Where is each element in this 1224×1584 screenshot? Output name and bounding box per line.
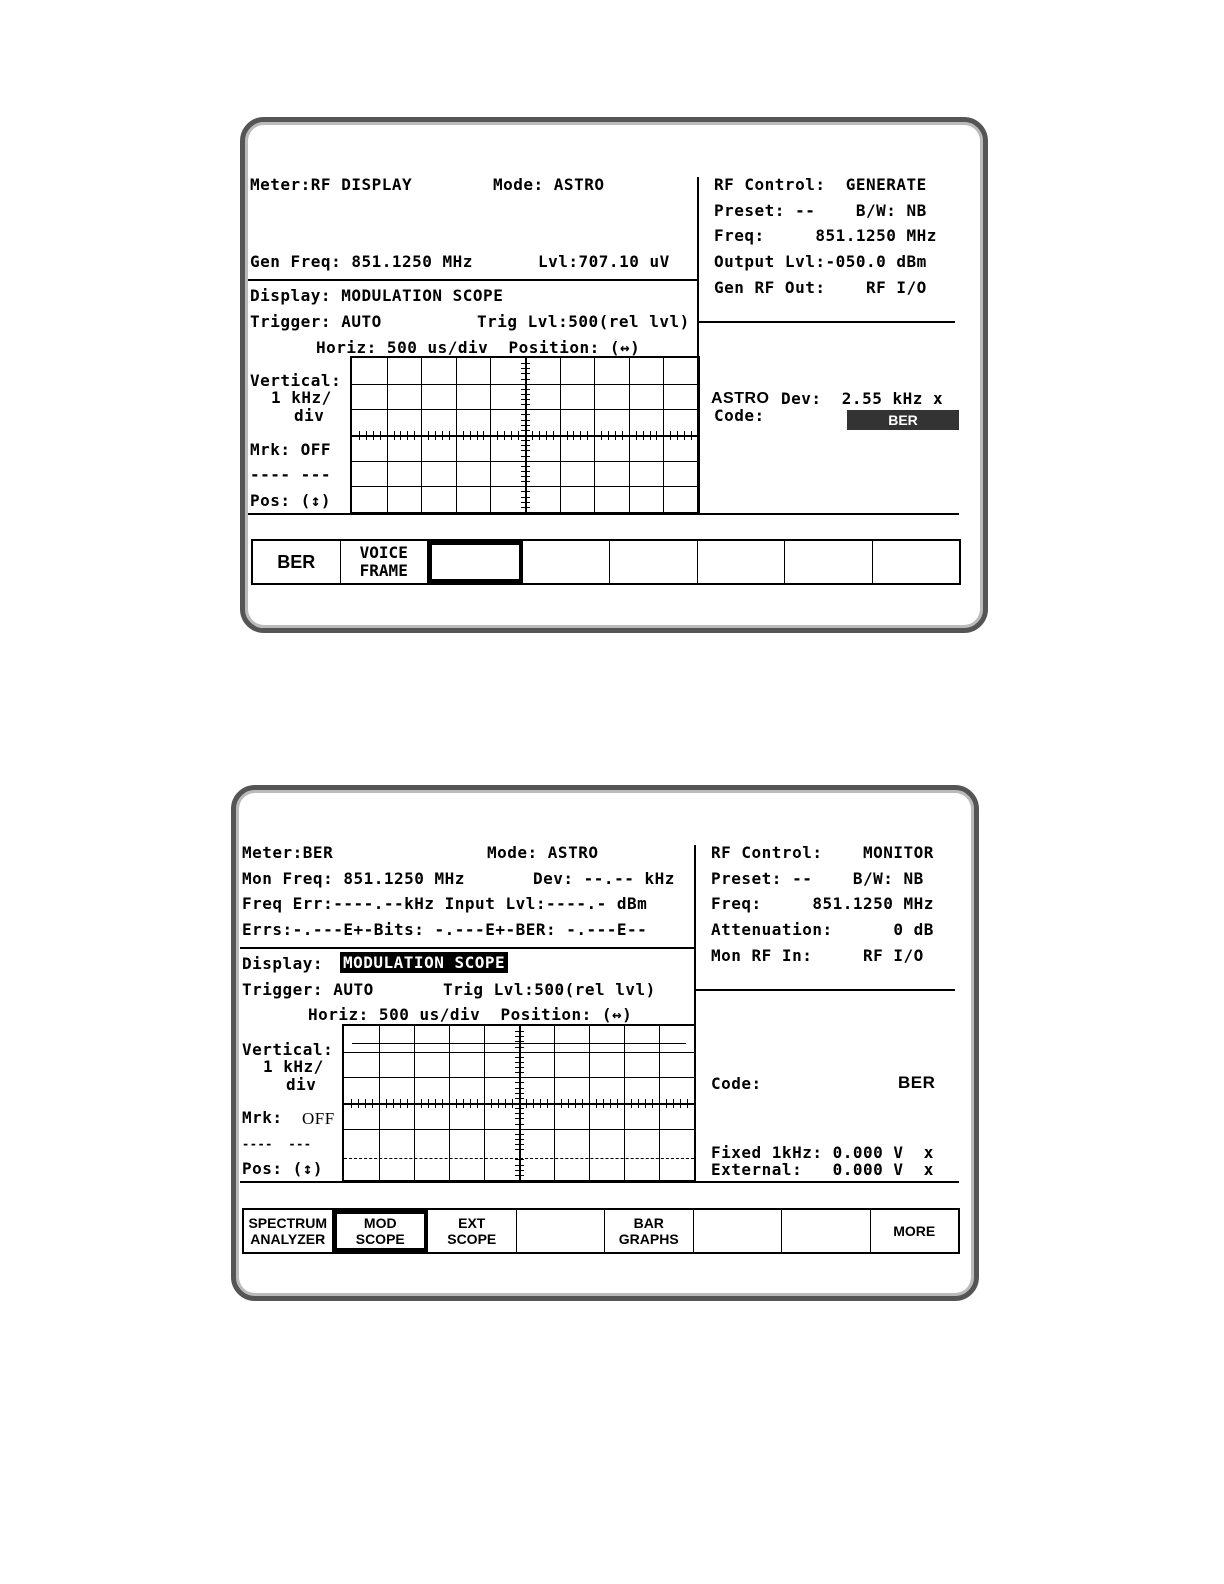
- graticule-line: [344, 1103, 694, 1105]
- trigger-setting[interactable]: Trigger: AUTO: [242, 980, 374, 999]
- fixed-1khz-readout: Fixed 1kHz: 0.000 V x: [711, 1143, 934, 1162]
- graticule-tick: [373, 431, 374, 440]
- graticule-tick: [521, 466, 530, 467]
- graticule-tick: [394, 431, 395, 440]
- graticule-tick: [515, 1067, 524, 1068]
- graticule-tick: [515, 1144, 524, 1145]
- graticule-tick: [643, 431, 644, 440]
- trigger-level[interactable]: Trig Lvl:500(rel lvl): [443, 980, 656, 999]
- graticule-tick: [650, 431, 651, 440]
- graticule-tick: [573, 431, 574, 440]
- graticule-tick: [386, 1099, 387, 1108]
- rf-preset[interactable]: Preset: -- B/W: NB: [714, 201, 927, 220]
- graticule-tick: [477, 1099, 478, 1108]
- graticule-tick: [610, 1099, 611, 1108]
- graticule-tick: [670, 431, 671, 440]
- marker-readout: ---- ---: [250, 465, 332, 484]
- graticule-tick: [540, 1099, 541, 1108]
- marker-readout: ---- ---: [242, 1137, 312, 1151]
- graticule-tick: [400, 1099, 401, 1108]
- graticule-tick: [515, 1098, 524, 1099]
- graticule-tick: [366, 431, 367, 440]
- graticule-tick: [684, 431, 685, 440]
- graticule-tick: [656, 431, 657, 440]
- softkey-bar: [242, 1208, 960, 1254]
- display-setting[interactable]: [340, 955, 508, 971]
- softkey-8[interactable]: MORE: [893, 1222, 936, 1239]
- graticule-tick: [515, 1062, 524, 1063]
- graticule-tick: [515, 1118, 524, 1119]
- softkey-bar: [251, 539, 961, 585]
- graticule-tick: [483, 431, 484, 440]
- graticule-tick: [608, 431, 609, 440]
- marker-setting[interactable]: Mrk: OFF: [250, 440, 332, 459]
- softkey-5[interactable]: BAR GRAPHS: [605, 1210, 694, 1252]
- meter-label: Meter:BER: [242, 843, 334, 862]
- graticule-tick: [515, 1036, 524, 1037]
- graticule-tick: [666, 1099, 667, 1108]
- graticule-tick: [407, 431, 408, 440]
- graticule-tick: [521, 497, 530, 498]
- meter-label: Meter:RF DISPLAY: [250, 175, 413, 194]
- position-setting[interactable]: Pos: (↕): [250, 491, 332, 510]
- graticule-tick: [652, 1099, 653, 1108]
- divider: [699, 321, 955, 323]
- graticule-tick: [414, 431, 415, 440]
- graticule-tick: [521, 445, 530, 446]
- graticule-tick: [428, 431, 429, 440]
- graticule-tick: [515, 1134, 524, 1135]
- graticule-tick: [673, 1099, 674, 1108]
- rf-gen-out[interactable]: Gen RF Out: RF I/O: [714, 278, 927, 297]
- graticule-tick: [617, 1099, 618, 1108]
- scope-graticule: [342, 1024, 696, 1182]
- graticule-tick: [533, 1099, 534, 1108]
- graticule-tick: [380, 431, 381, 440]
- graticule-tick: [521, 420, 530, 421]
- graticule-tick: [358, 1099, 359, 1108]
- rf-freq[interactable]: Freq: 851.1250 MHz: [711, 894, 934, 913]
- divider: [248, 513, 959, 515]
- graticule-tick: [568, 1099, 569, 1108]
- graticule-tick: [515, 1093, 524, 1094]
- rf-freq[interactable]: Freq: 851.1250 MHz: [714, 226, 937, 245]
- graticule-tick: [456, 1099, 457, 1108]
- ber-readout: Errs:-.---E+-Bits: -.---E+-BER: -.---E--: [242, 920, 648, 939]
- divider: [248, 279, 698, 281]
- external-readout: External: 0.000 V x: [711, 1160, 934, 1179]
- graticule-tick: [622, 431, 623, 440]
- position-setting[interactable]: Pos: (↕): [242, 1159, 324, 1178]
- trigger-setting[interactable]: Trigger: AUTO: [250, 312, 382, 331]
- graticule-tick: [504, 431, 505, 440]
- graticule-tick: [518, 431, 519, 440]
- graticule-line: [352, 486, 698, 487]
- softkey-4[interactable]: [523, 541, 611, 583]
- graticule-tick: [421, 1099, 422, 1108]
- graticule-tick: [515, 1047, 524, 1048]
- graticule-tick: [546, 431, 547, 440]
- graticule-tick: [638, 1099, 639, 1108]
- marker-label: Mrk:: [242, 1108, 283, 1127]
- divider: [240, 1181, 959, 1183]
- graticule-tick: [539, 431, 540, 440]
- graticule-tick: [515, 1031, 524, 1032]
- divider: [696, 989, 955, 991]
- graticule-tick: [393, 1099, 394, 1108]
- vertical-scale[interactable]: 1 kHz/: [271, 388, 332, 407]
- graticule-tick: [491, 1099, 492, 1108]
- graticule-tick: [677, 431, 678, 440]
- graticule-line: [352, 461, 698, 462]
- scope-graticule: [350, 356, 700, 514]
- graticule-tick: [435, 1099, 436, 1108]
- softkey-8[interactable]: [873, 541, 960, 583]
- graticule-tick: [515, 1082, 524, 1083]
- softkey-7[interactable]: [782, 1210, 871, 1252]
- graticule-tick: [631, 1099, 632, 1108]
- graticule-tick: [521, 414, 530, 415]
- display-label: Display:: [242, 954, 324, 973]
- graticule-tick: [680, 1099, 681, 1108]
- graticule-tick: [567, 431, 568, 440]
- graticule-tick: [515, 1159, 524, 1160]
- graticule-tick: [400, 431, 401, 440]
- graticule-tick: [521, 373, 530, 374]
- astro-label: ASTRO: [711, 390, 770, 407]
- graticule-tick: [645, 1099, 646, 1108]
- graticule-tick: [515, 1175, 524, 1176]
- softkey-7[interactable]: [785, 541, 873, 583]
- rf-attenuation[interactable]: Attenuation: 0 dB: [711, 920, 934, 939]
- graticule-tick: [477, 431, 478, 440]
- softkey-2[interactable]: VOICE FRAME: [341, 541, 429, 583]
- mode-label: Mode: ASTRO: [487, 843, 599, 862]
- astro-deviation: Dev: 2.55 kHz x: [781, 389, 944, 408]
- graticule-tick: [521, 502, 530, 503]
- graticule-tick: [575, 1099, 576, 1108]
- graticule-tick: [359, 431, 360, 440]
- graticule-tick: [515, 1057, 524, 1058]
- graticule-tick: [372, 1099, 373, 1108]
- graticule-tick: [521, 440, 530, 441]
- rf-mon-in[interactable]: Mon RF In: RF I/O: [711, 946, 924, 965]
- graticule-tick: [561, 1099, 562, 1108]
- softkey-1[interactable]: BER: [253, 541, 341, 583]
- graticule-tick: [511, 431, 512, 440]
- divider: [240, 947, 695, 949]
- graticule-tick: [463, 1099, 464, 1108]
- code-value[interactable]: BER: [898, 1073, 936, 1092]
- graticule-tick: [521, 425, 530, 426]
- graticule-tick: [521, 368, 530, 369]
- display-setting[interactable]: Display: MODULATION SCOPE: [250, 286, 504, 305]
- graticule-tick: [497, 431, 498, 440]
- display-value[interactable]: MODULATION SCOPE: [340, 952, 508, 973]
- scope-trace: [352, 1043, 686, 1044]
- graticule-tick: [553, 431, 554, 440]
- graticule-tick: [351, 1099, 352, 1108]
- graticule-tick: [515, 1108, 524, 1109]
- graticule-tick: [596, 1099, 597, 1108]
- graticule-tick: [521, 379, 530, 380]
- graticule-tick: [521, 404, 530, 405]
- softkey-6[interactable]: [694, 1210, 783, 1252]
- softkey-1[interactable]: SPECTRUM ANALYZER: [244, 1210, 333, 1252]
- gen-level: Lvl:707.10 uV: [538, 252, 670, 271]
- freq-error-readout: Freq Err:----.--kHz Input Lvl:----.- dBm: [242, 894, 648, 913]
- softkey-6[interactable]: [698, 541, 786, 583]
- vertical-unit: div: [294, 406, 325, 425]
- graticule-tick: [435, 431, 436, 440]
- trigger-level[interactable]: Trig Lvl:500(rel lvl): [477, 312, 690, 331]
- graticule-line: [352, 384, 698, 385]
- graticule-line: [352, 409, 698, 410]
- graticule-tick: [515, 1149, 524, 1150]
- graticule-line: [352, 435, 698, 437]
- graticule-tick: [515, 1124, 524, 1125]
- graticule-tick: [521, 476, 530, 477]
- graticule-tick: [515, 1139, 524, 1140]
- graticule-tick: [521, 430, 530, 431]
- graticule-tick: [515, 1088, 524, 1089]
- graticule-tick: [521, 399, 530, 400]
- graticule-tick: [463, 431, 464, 440]
- graticule-tick: [521, 394, 530, 395]
- vertical-unit: div: [286, 1075, 317, 1094]
- graticule-tick: [512, 1099, 513, 1108]
- graticule-tick: [515, 1170, 524, 1171]
- graticule-tick: [547, 1099, 548, 1108]
- rf-control[interactable]: RF Control: MONITOR: [711, 843, 934, 862]
- graticule-tick: [428, 1099, 429, 1108]
- graticule-tick: [515, 1072, 524, 1073]
- code-label: Code:: [714, 406, 765, 425]
- graticule-tick: [470, 431, 471, 440]
- graticule-tick: [407, 1099, 408, 1108]
- rf-control[interactable]: RF Control: GENERATE: [714, 175, 927, 194]
- graticule-tick: [449, 431, 450, 440]
- graticule-line: [344, 1077, 694, 1078]
- graticule-tick: [521, 481, 530, 482]
- graticule-tick: [521, 450, 530, 451]
- graticule-tick: [442, 1099, 443, 1108]
- graticule-tick: [442, 431, 443, 440]
- softkey-2[interactable]: MOD SCOPE: [333, 1210, 429, 1252]
- graticule-tick: [532, 431, 533, 440]
- softkey-3[interactable]: EXT SCOPE: [428, 1210, 517, 1252]
- graticule-tick: [521, 363, 530, 364]
- graticule-tick: [498, 1099, 499, 1108]
- scope-trace: [344, 1158, 694, 1159]
- graticule-tick: [526, 1099, 527, 1108]
- graticule-tick: [580, 431, 581, 440]
- graticule-tick: [521, 471, 530, 472]
- vertical-label: Vertical:: [250, 371, 342, 390]
- graticule-line: [344, 1129, 694, 1130]
- graticule-tick: [365, 1099, 366, 1108]
- mode-label: Mode: ASTRO: [493, 175, 605, 194]
- vertical-scale[interactable]: 1 kHz/: [263, 1057, 324, 1076]
- marker-setting[interactable]: OFF: [302, 1109, 335, 1128]
- graticule-tick: [636, 431, 637, 440]
- code-value[interactable]: BER: [847, 410, 959, 430]
- graticule-tick: [521, 456, 530, 457]
- gen-freq: Gen Freq: 851.1250 MHz: [250, 252, 473, 271]
- rf-preset[interactable]: Preset: -- B/W: NB: [711, 869, 924, 888]
- horiz-setting[interactable]: Horiz: 500 us/div Position: (↔): [308, 1005, 633, 1024]
- graticule-tick: [603, 1099, 604, 1108]
- vertical-label: Vertical:: [242, 1040, 334, 1059]
- graticule-tick: [521, 389, 530, 390]
- rf-output-level[interactable]: Output Lvl:-050.0 dBm: [714, 252, 927, 271]
- graticule-tick: [582, 1099, 583, 1108]
- graticule-tick: [587, 431, 588, 440]
- horiz-setting[interactable]: Horiz: 500 us/div Position: (↔): [316, 338, 641, 357]
- graticule-tick: [470, 1099, 471, 1108]
- graticule-tick: [515, 1165, 524, 1166]
- graticule-tick: [521, 491, 530, 492]
- graticule-tick: [691, 431, 692, 440]
- graticule-tick: [601, 431, 602, 440]
- graticule-tick: [687, 1099, 688, 1108]
- softkey-4[interactable]: [517, 1210, 606, 1252]
- graticule-tick: [515, 1113, 524, 1114]
- graticule-tick: [505, 1099, 506, 1108]
- graticule-line: [344, 1052, 694, 1053]
- deviation-readout: Dev: --.-- kHz: [533, 869, 675, 888]
- softkey-3[interactable]: [428, 541, 523, 583]
- code-label: Code:: [711, 1074, 762, 1093]
- graticule-tick: [521, 507, 530, 508]
- mon-freq: Mon Freq: 851.1250 MHz: [242, 869, 465, 888]
- softkey-5[interactable]: [610, 541, 698, 583]
- graticule-tick: [615, 431, 616, 440]
